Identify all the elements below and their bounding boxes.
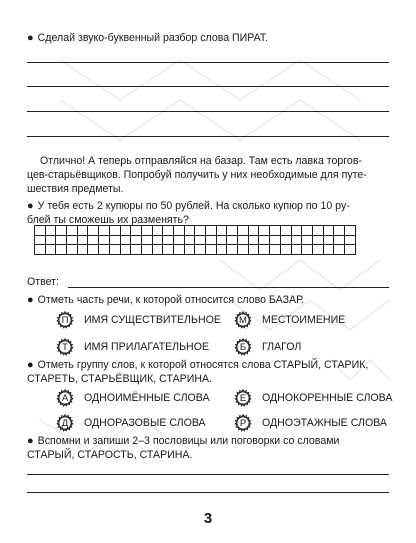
- grid-cell[interactable]: [227, 245, 238, 255]
- grid-cell[interactable]: [120, 226, 131, 236]
- grid-cell[interactable]: [152, 245, 163, 255]
- grid-cell[interactable]: [216, 235, 227, 245]
- grid-cell[interactable]: [77, 235, 88, 245]
- grid-cell[interactable]: [344, 245, 355, 255]
- grid-cell[interactable]: [163, 226, 174, 236]
- grid-cell[interactable]: [238, 226, 249, 236]
- letter-badge-icon: М: [234, 311, 252, 329]
- letter-badge-icon: Е: [234, 389, 252, 407]
- grid-cell[interactable]: [280, 226, 291, 236]
- grid-cell[interactable]: [45, 226, 56, 236]
- grid-cell[interactable]: [152, 235, 163, 245]
- grid-cell[interactable]: [280, 245, 291, 255]
- grid-cell[interactable]: [312, 245, 323, 255]
- grid-cell[interactable]: [173, 235, 184, 245]
- option-noun[interactable]: П ИМЯ СУЩЕСТВИТЕЛЬНОЕ: [56, 311, 221, 329]
- grid-cell[interactable]: [344, 235, 355, 245]
- story-text-line: Отлично! А теперь отправляйся на базар. Там есть лавка торгов-: [40, 155, 362, 167]
- grid-cell[interactable]: [195, 235, 206, 245]
- grid-cell[interactable]: [259, 235, 270, 245]
- grid-cell[interactable]: [238, 245, 249, 255]
- grid-cell[interactable]: [88, 235, 99, 245]
- grid-cell[interactable]: [120, 245, 131, 255]
- writing-line[interactable]: [27, 111, 389, 112]
- grid-cell[interactable]: [99, 235, 110, 245]
- grid-cell[interactable]: [67, 226, 78, 236]
- grid-row: [35, 245, 356, 255]
- grid-cell[interactable]: [227, 226, 238, 236]
- grid-cell[interactable]: [302, 226, 313, 236]
- grid-cell[interactable]: [131, 235, 142, 245]
- option-single-story-words[interactable]: Р ОДНОЭТАЖНЫЕ СЛОВА: [234, 414, 387, 432]
- grid-cell[interactable]: [141, 226, 152, 236]
- story-text-line: цев-старьёвщиков. Попробуй получить у них необходимые для путе-: [27, 169, 367, 181]
- grid-cell[interactable]: [141, 235, 152, 245]
- option-disposable-words[interactable]: Д ОДНОРАЗОВЫЕ СЛОВА: [56, 414, 206, 432]
- option-cognate-words[interactable]: Е ОДНОКОРЕННЫЕ СЛОВА: [234, 389, 392, 407]
- grid-cell[interactable]: [334, 245, 345, 255]
- grid-cell[interactable]: [323, 235, 334, 245]
- bullet-icon: ●: [27, 359, 34, 371]
- grid-cell[interactable]: [238, 235, 249, 245]
- grid-cell[interactable]: [334, 226, 345, 236]
- grid-cell[interactable]: [206, 245, 217, 255]
- grid-cell[interactable]: [45, 235, 56, 245]
- grid-cell[interactable]: [195, 226, 206, 236]
- grid-cell[interactable]: [163, 235, 174, 245]
- bullet-icon: ●: [27, 32, 34, 44]
- task-5-prompt-cont: СТАРЫЙ, СТАРОСТЬ, СТАРИНА.: [27, 449, 193, 461]
- grid-cell[interactable]: [216, 226, 227, 236]
- answer-label: Ответ:: [27, 276, 59, 288]
- grid-cell[interactable]: [163, 245, 174, 255]
- grid-cell[interactable]: [109, 245, 120, 255]
- writing-line[interactable]: [27, 136, 389, 137]
- letter-badge-icon: Р: [234, 414, 252, 432]
- option-pronoun[interactable]: М МЕСТОИМЕНИЕ: [234, 311, 345, 329]
- grid-cell[interactable]: [77, 245, 88, 255]
- task-1-prompt: ● Сделай звуко-буквенный разбор слова ПИРАТ.: [27, 32, 269, 44]
- grid-cell[interactable]: [67, 245, 78, 255]
- grid-cell[interactable]: [259, 245, 270, 255]
- grid-cell[interactable]: [206, 235, 217, 245]
- letter-badge-icon: А: [56, 389, 74, 407]
- grid-cell[interactable]: [184, 226, 195, 236]
- grid-cell[interactable]: [302, 235, 313, 245]
- task-2-prompt-cont: блей ты сможешь их разменять?: [27, 214, 189, 226]
- task-5-prompt: ● Вспомни и запиши 2–3 пословицы или поговорки со словами: [27, 435, 340, 447]
- grid-cell[interactable]: [334, 235, 345, 245]
- option-adjective[interactable]: Т ИМЯ ПРИЛАГАТЕЛЬНОЕ: [56, 338, 209, 356]
- grid-cell[interactable]: [312, 235, 323, 245]
- grid-cell[interactable]: [131, 245, 142, 255]
- grid-cell[interactable]: [88, 245, 99, 255]
- bullet-icon: ●: [27, 200, 34, 212]
- grid-cell[interactable]: [291, 245, 302, 255]
- task-2-prompt: ● У тебя есть 2 купюры по 50 рублей. На сколько купюр по 10 ру-: [27, 200, 350, 212]
- letter-badge-icon: Т: [56, 338, 74, 356]
- grid-cell[interactable]: [109, 226, 120, 236]
- grid-cell[interactable]: [248, 235, 259, 245]
- grid-cell[interactable]: [280, 235, 291, 245]
- option-homonym-words[interactable]: А ОДНОИМЁННЫЕ СЛОВА: [56, 389, 210, 407]
- grid-cell[interactable]: [323, 226, 334, 236]
- page-number: 3: [203, 510, 213, 527]
- calculation-grid[interactable]: [34, 225, 356, 255]
- grid-cell[interactable]: [184, 235, 195, 245]
- grid-cell[interactable]: [270, 235, 281, 245]
- grid-cell[interactable]: [216, 245, 227, 255]
- writing-line[interactable]: [27, 474, 389, 475]
- task-4-prompt: ● Отметь группу слов, к которой относятся слова СТАРЫЙ, СТАРИК,: [27, 359, 369, 371]
- grid-cell[interactable]: [56, 235, 67, 245]
- writing-line[interactable]: [27, 86, 389, 87]
- grid-cell[interactable]: [248, 226, 259, 236]
- grid-cell[interactable]: [206, 226, 217, 236]
- letter-badge-icon: Б: [234, 338, 252, 356]
- grid-cell[interactable]: [131, 226, 142, 236]
- grid-cell[interactable]: [259, 226, 270, 236]
- grid-cell[interactable]: [152, 226, 163, 236]
- grid-cell[interactable]: [141, 245, 152, 255]
- grid-row: [35, 235, 356, 245]
- grid-cell[interactable]: [109, 235, 120, 245]
- grid-cell[interactable]: [302, 245, 313, 255]
- grid-cell[interactable]: [344, 226, 355, 236]
- grid-cell[interactable]: [35, 235, 46, 245]
- grid-cell[interactable]: [184, 245, 195, 255]
- grid-cell[interactable]: [195, 245, 206, 255]
- grid-cell[interactable]: [99, 245, 110, 255]
- letter-badge-icon: П: [56, 311, 74, 329]
- task-4-prompt-cont: СТАРЕТЬ, СТАРЬЁВЩИК, СТАРИНА.: [27, 373, 212, 385]
- grid-cell[interactable]: [45, 245, 56, 255]
- grid-cell[interactable]: [77, 226, 88, 236]
- bullet-icon: ●: [27, 294, 34, 306]
- grid-cell[interactable]: [270, 245, 281, 255]
- writing-line[interactable]: [27, 492, 389, 493]
- grid-cell[interactable]: [35, 226, 46, 236]
- grid-cell[interactable]: [227, 235, 238, 245]
- story-text-line: шествия предметы.: [27, 183, 124, 195]
- grid-cell[interactable]: [35, 245, 46, 255]
- task-3-prompt: ● Отметь часть речи, к которой относится слово БАЗАР.: [27, 294, 305, 306]
- grid-cell[interactable]: [248, 245, 259, 255]
- grid-cell[interactable]: [67, 235, 78, 245]
- letter-badge-icon: Д: [56, 414, 74, 432]
- grid-cell[interactable]: [323, 245, 334, 255]
- grid-cell[interactable]: [173, 226, 184, 236]
- answer-line[interactable]: [68, 287, 389, 288]
- grid-cell[interactable]: [88, 226, 99, 236]
- grid-row: [35, 226, 356, 236]
- grid-cell[interactable]: [56, 245, 67, 255]
- grid-cell[interactable]: [120, 235, 131, 245]
- option-verb[interactable]: Б ГЛАГОЛ: [234, 338, 301, 356]
- grid-cell[interactable]: [291, 226, 302, 236]
- grid-cell[interactable]: [173, 245, 184, 255]
- grid-cell[interactable]: [99, 226, 110, 236]
- grid-cell[interactable]: [291, 235, 302, 245]
- grid-cell[interactable]: [312, 226, 323, 236]
- grid-cell[interactable]: [56, 226, 67, 236]
- writing-line[interactable]: [27, 62, 389, 63]
- grid-cell[interactable]: [270, 226, 281, 236]
- bullet-icon: ●: [27, 435, 34, 447]
